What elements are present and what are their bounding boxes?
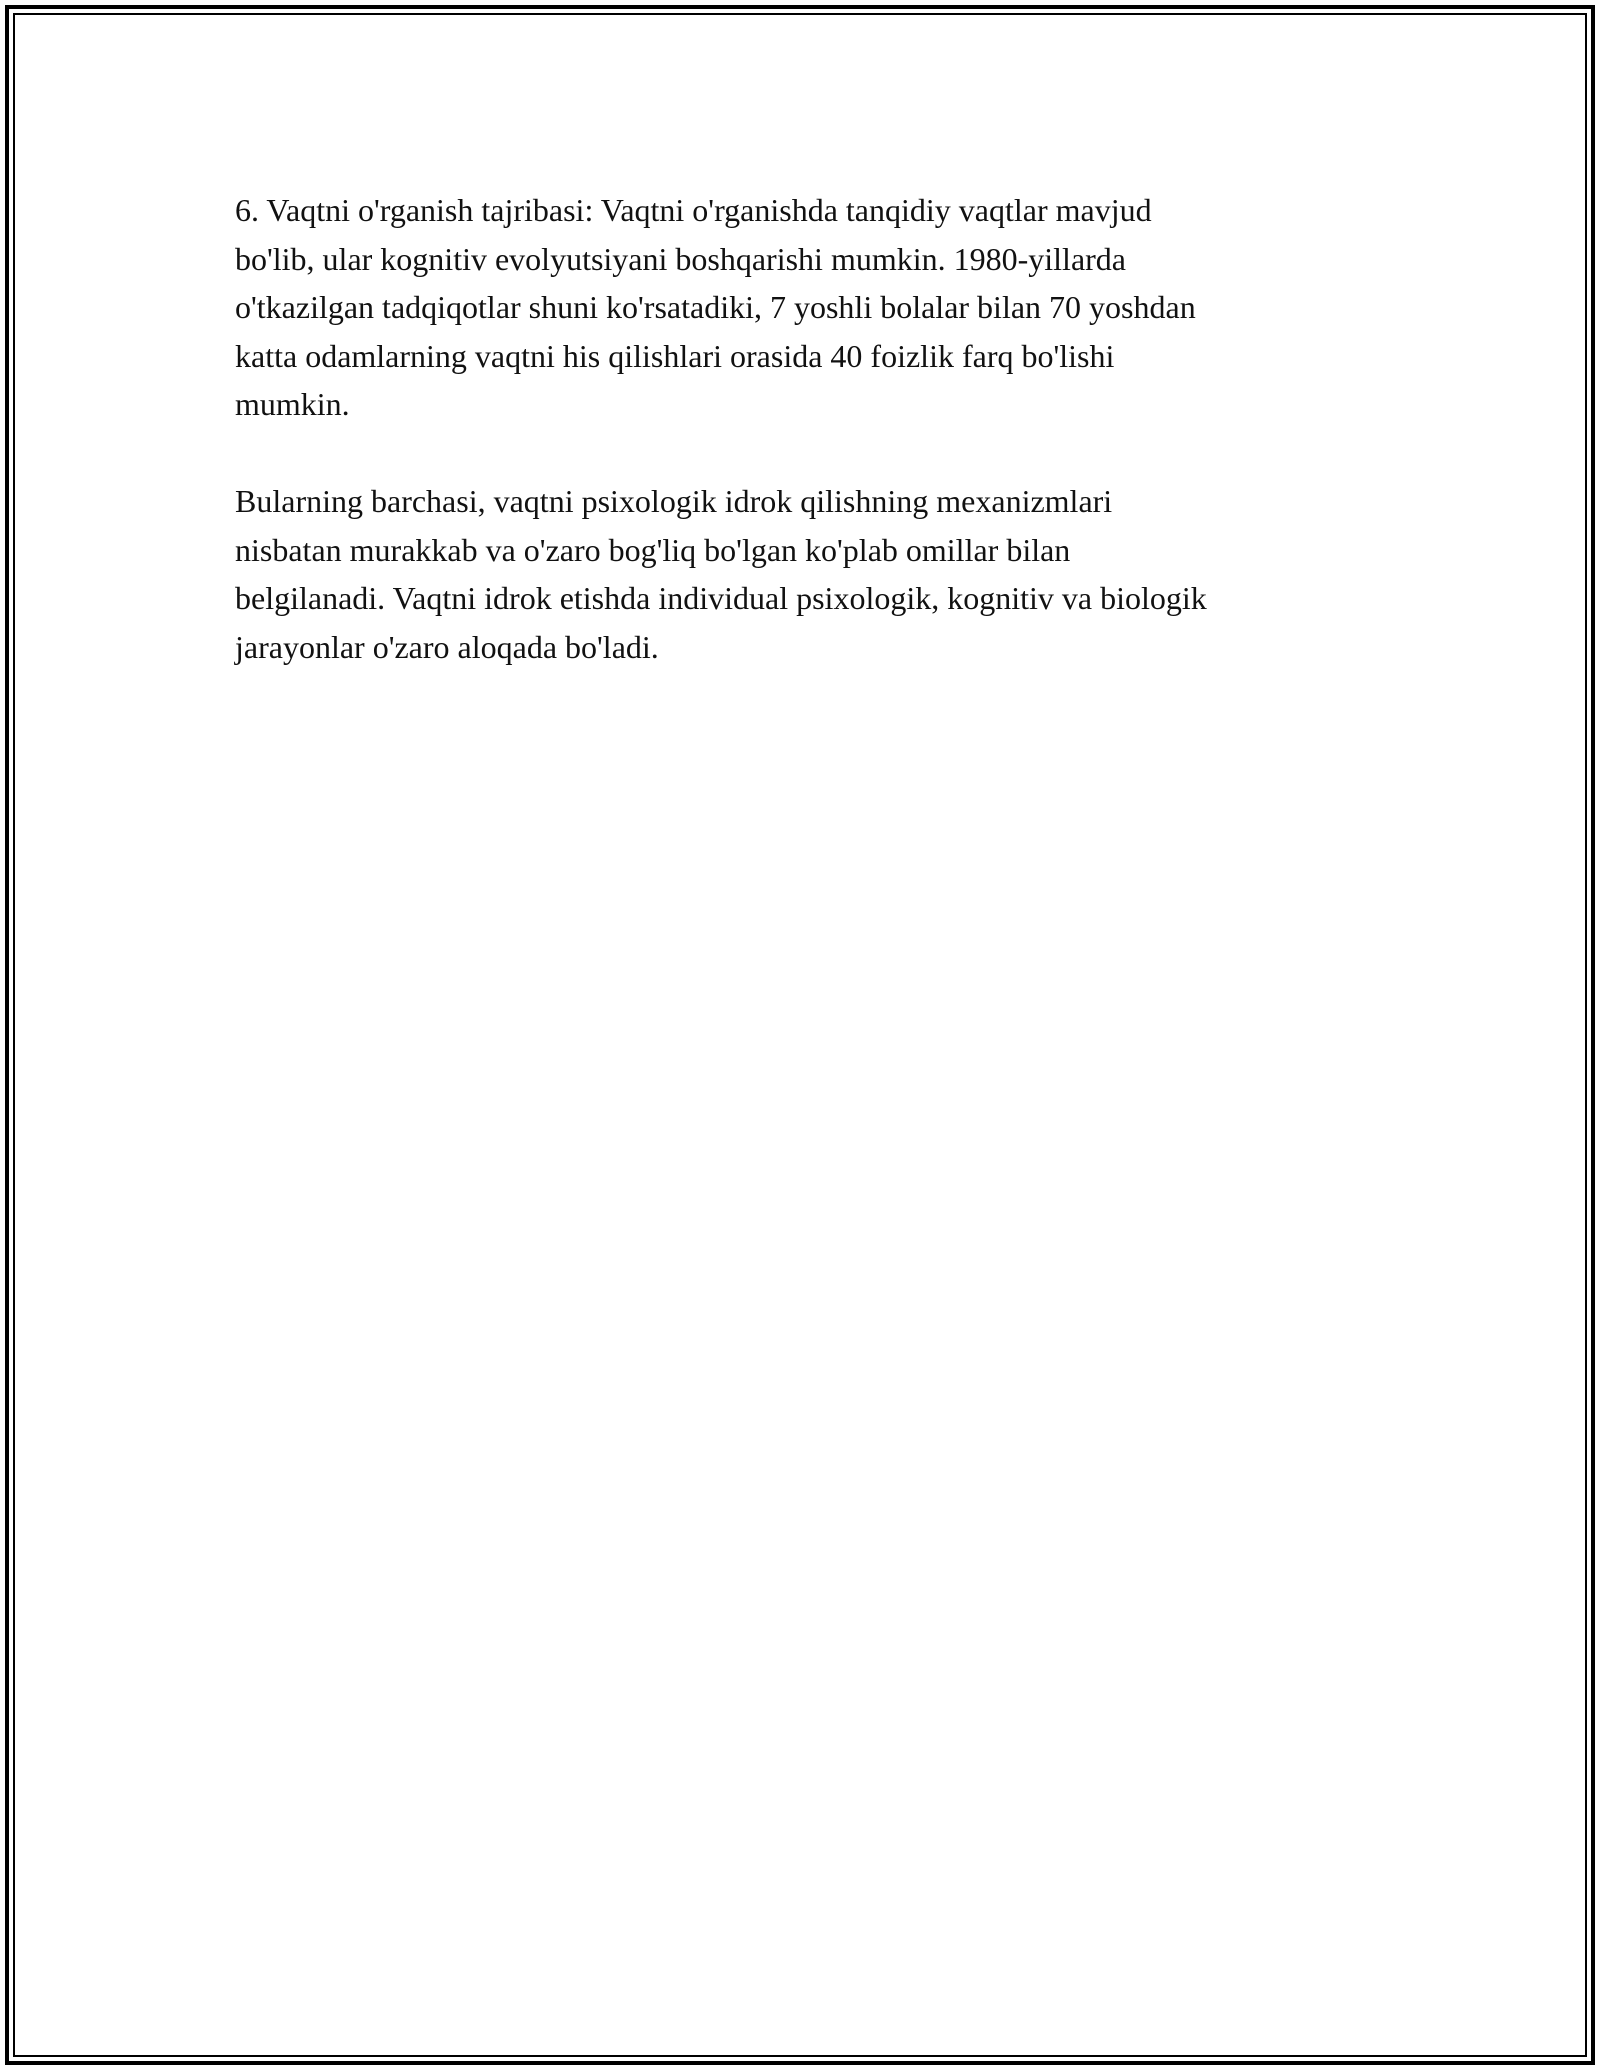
text-line: Bularning barchasi, vaqtni psixologik idrok qilishning mexanizmlari: [235, 483, 1113, 519]
paragraph-time-study: [235, 186, 1365, 429]
paragraph-summary: [235, 477, 1365, 671]
document-body: [235, 186, 1365, 720]
text-line: belgilanadi. Vaqtni idrok etishda individual psixologik, kognitiv va biologik: [235, 580, 1207, 616]
text-line: jarayonlar o'zaro aloqada bo'ladi.: [235, 628, 659, 665]
text-line: mumkin.: [235, 386, 350, 422]
text-line: bo'lib, ular kognitiv evolyutsiyani boshqarishi mumkin. 1980-yillarda: [235, 240, 1126, 277]
text-line: 6. Vaqtni o'rganish tajribasi: Vaqtni o'rganishda tanqidiy vaqtlar mavjud: [235, 192, 1152, 228]
text-line: nisbatan murakkab va o'zaro bog'liq bo'lgan ko'plab omillar bilan: [235, 531, 1071, 568]
text-line: katta odamlarning vaqtni his qilishlari orasida 40 foizlik farq bo'lishi: [235, 337, 1115, 374]
text-line: o'tkazilgan tadqiqotlar shuni ko'rsatadiki, 7 yoshli bolalar bilan 70 yoshdan: [235, 289, 1196, 325]
